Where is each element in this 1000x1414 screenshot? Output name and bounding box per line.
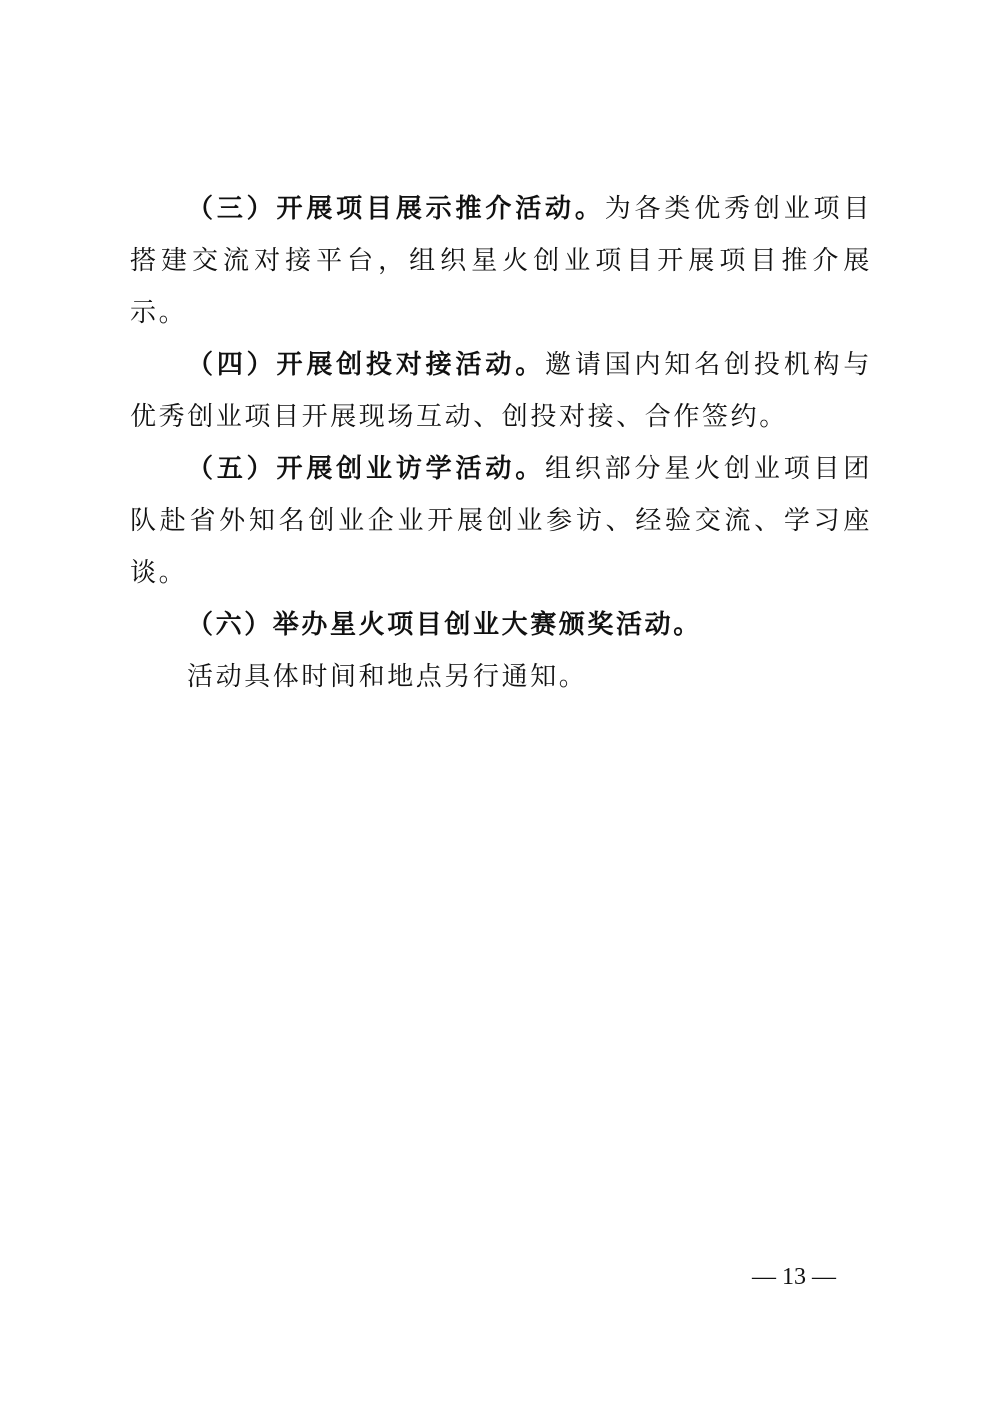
page-number: — 13 —	[752, 1264, 836, 1290]
paragraph-5	[130, 443, 872, 599]
paragraph-4-heading: （四）开展创投对接活动。	[187, 350, 546, 380]
paragraph-5-heading: （五）开展创业访学活动。	[187, 454, 546, 484]
closing-note	[130, 651, 872, 703]
paragraph-5-body: 组织部分星火创业项目团队赴省外知名创业企业开展创业参访、经验交流、学习座谈。	[130, 454, 872, 588]
paragraph-4-body: 邀请国内知名创投机构与优秀创业项目开展现场互动、创投对接、合作签约。	[130, 350, 872, 432]
paragraph-3-heading: （三）开展项目展示推介活动。	[187, 194, 605, 224]
paragraph-4	[130, 339, 872, 443]
document-body	[130, 183, 872, 703]
paragraph-3	[130, 183, 872, 339]
paragraph-3-body: 为各类优秀创业项目搭建交流对接平台，组织星火创业项目开展项目推介展示。	[130, 194, 872, 328]
paragraph-6-heading: （六）举办星火项目创业大赛颁奖活动。	[187, 610, 702, 640]
closing-note-body: 活动具体时间和地点另行通知。	[187, 662, 588, 692]
paragraph-6	[130, 599, 872, 651]
